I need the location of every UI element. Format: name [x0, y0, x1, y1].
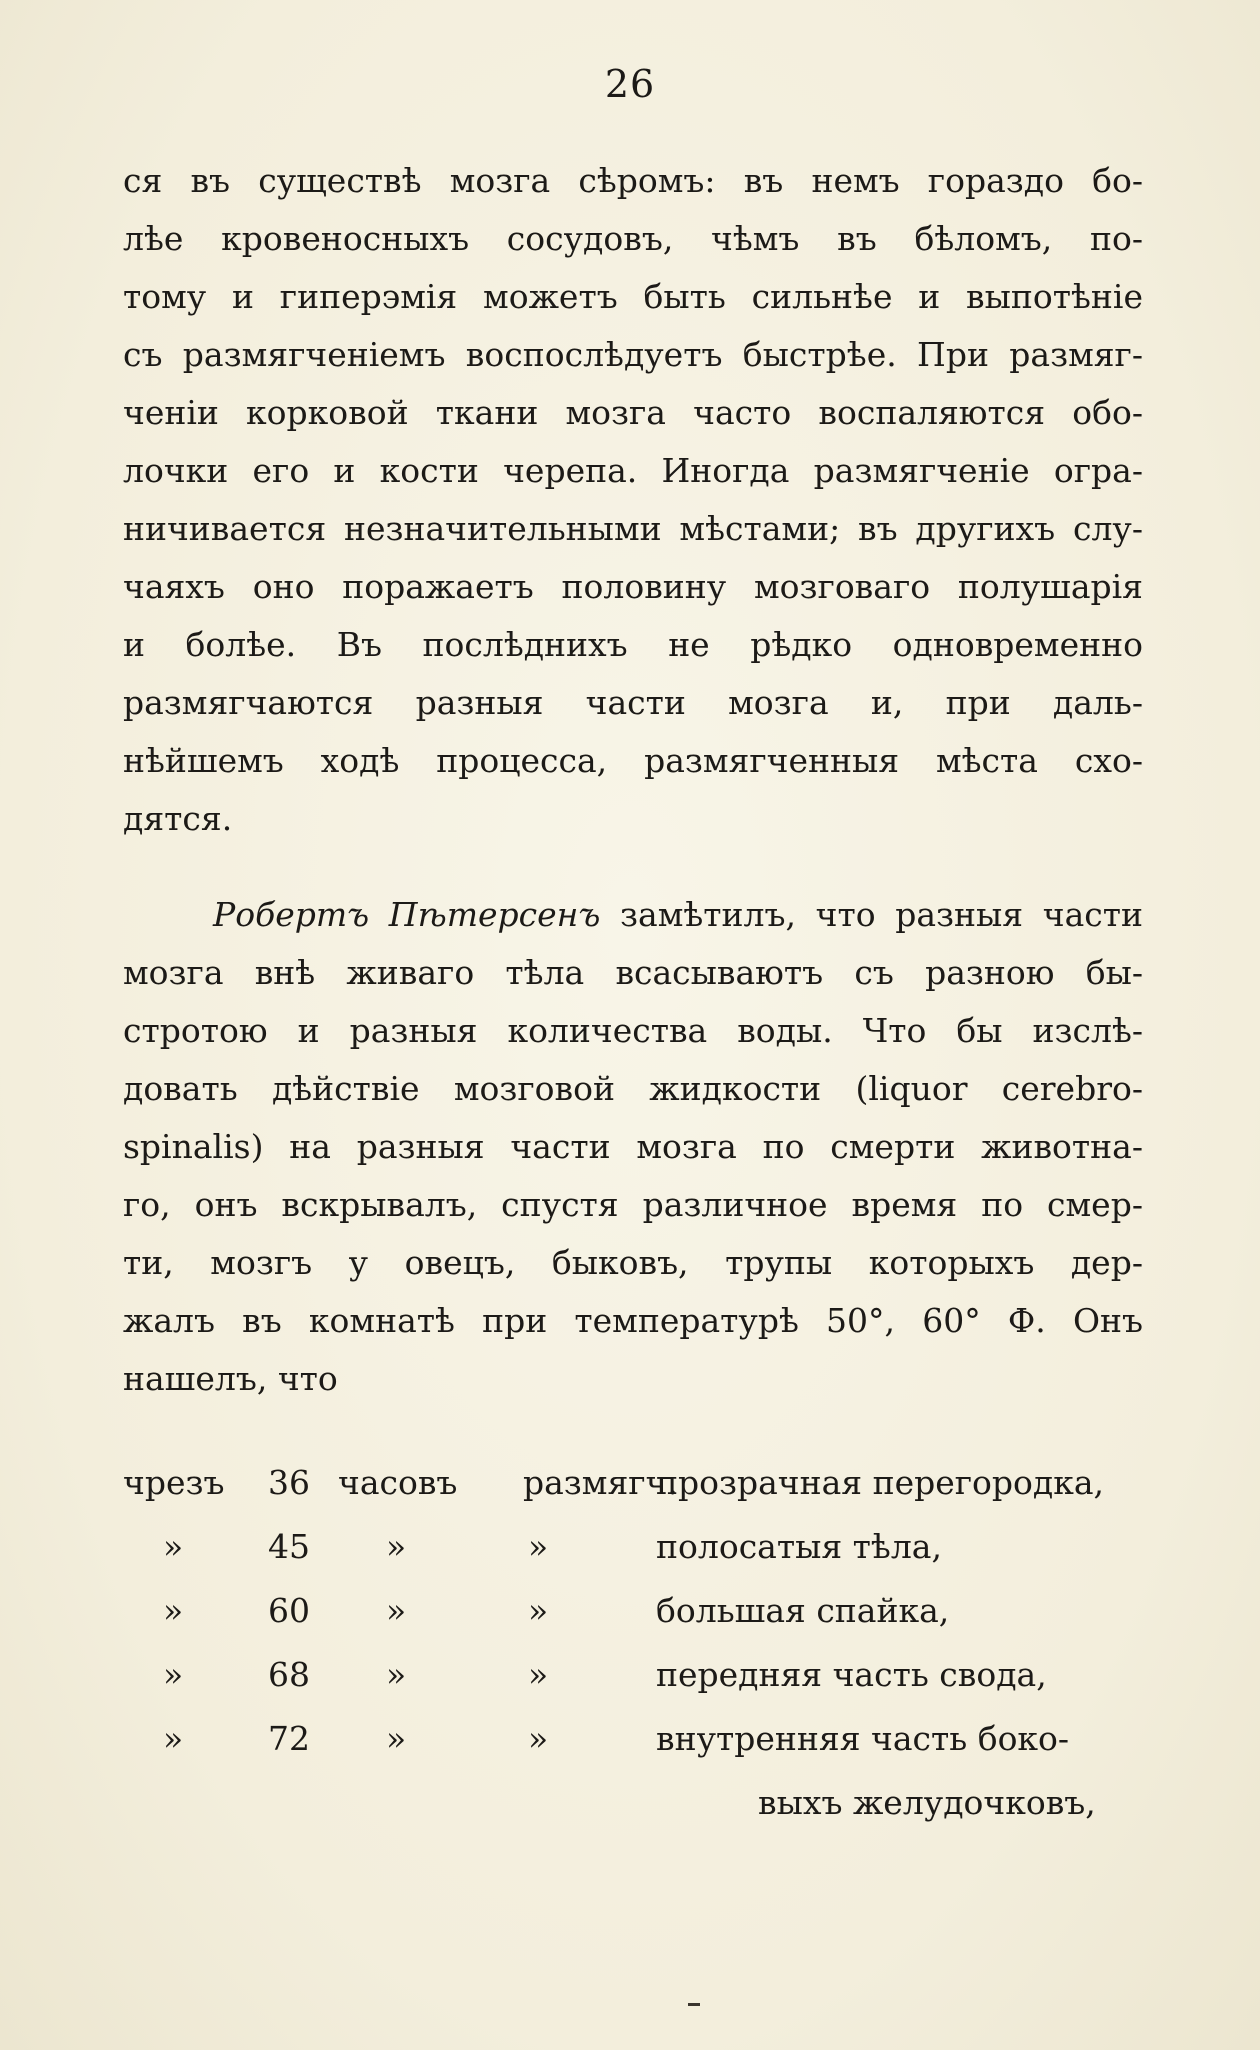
- table-cell-hours: 72: [268, 1719, 310, 1758]
- text-line: лѣе кровеносныхъ сосудовъ, чѣмъ въ бѣломъ, по-: [123, 219, 1143, 258]
- table-cell-verb: размягч.: [523, 1463, 678, 1502]
- table-cell-verb: »: [528, 1719, 549, 1758]
- table-cell-unit: »: [386, 1527, 407, 1566]
- table-cell-part: полосатыя тѣла,: [656, 1527, 942, 1566]
- text-line: и болѣе. Въ послѣднихъ не рѣдко одновременно: [123, 625, 1143, 664]
- table-row: [123, 1463, 1143, 1527]
- table-cell-unit: »: [386, 1655, 407, 1694]
- text-line: ченіи корковой ткани мозга часто воспаляются обо-: [123, 393, 1143, 432]
- table-row: [123, 1527, 1143, 1591]
- text-line: съ размягченіемъ воспослѣдуетъ быстрѣе. При размяг-: [123, 335, 1143, 374]
- page-number: 26: [604, 62, 656, 106]
- table-row: [123, 1591, 1143, 1655]
- text-fragment: замѣтилъ, что разныя части: [620, 895, 1143, 934]
- table-cell-hours: 36: [268, 1463, 310, 1502]
- table-cell-part: внутренняя часть боко-: [656, 1719, 1070, 1758]
- text-line: ся въ существѣ мозга сѣромъ: въ немъ гораздо бо-: [123, 161, 1143, 200]
- author-name: Робертъ Пѣтерсенъ: [213, 895, 601, 934]
- text-line: стротою и разныя количества воды. Что бы изслѣ-: [123, 1011, 1143, 1050]
- text-line: лочки его и кости черепа. Иногда размягченіе огра-: [123, 451, 1143, 490]
- table-cell-unit: »: [386, 1719, 407, 1758]
- table-cell-unit: »: [386, 1591, 407, 1630]
- text-line: довать дѣйствіе мозговой жидкости (liquor cerebro-: [123, 1069, 1143, 1108]
- table-cell-verb: »: [528, 1527, 549, 1566]
- softening-table: [123, 1463, 1143, 1847]
- table-row: [123, 1655, 1143, 1719]
- text-line: мозга внѣ живаго тѣла всасываютъ съ разною бы-: [123, 953, 1143, 992]
- table-cell-hours: 60: [268, 1591, 310, 1630]
- table-cell-prep: »: [163, 1591, 184, 1630]
- text-line: ти, мозгъ у овецъ, быковъ, трупы которыхъ дер-: [123, 1243, 1143, 1282]
- text-line: spinalis) на разныя части мозга по смерти животна-: [123, 1127, 1143, 1166]
- text-line: нѣйшемъ ходѣ процесса, размягченныя мѣста схо-: [123, 741, 1143, 780]
- table-row: [123, 1719, 1143, 1783]
- text-line: го, онъ вскрывалъ, спустя различное время по смер-: [123, 1185, 1143, 1224]
- text-line: жалъ въ комнатѣ при температурѣ 50°, 60° Ф. Онъ: [123, 1301, 1143, 1340]
- text-line-first: [123, 886, 1143, 944]
- table-cell-prep: »: [163, 1719, 184, 1758]
- text-line: дятся.: [123, 799, 233, 838]
- table-cell-part-continued: выхъ желудочковъ,: [758, 1783, 1096, 1822]
- table-cell-part: прозрачная перегородка,: [656, 1463, 1105, 1502]
- text-line: ничивается незначительными мѣстами; въ другихъ слу-: [123, 509, 1143, 548]
- paragraph-2: [123, 886, 1143, 1408]
- table-cell-part: передняя часть свода,: [656, 1655, 1047, 1694]
- table-cell-verb: »: [528, 1591, 549, 1630]
- table-cell-prep: чрезъ: [123, 1463, 225, 1502]
- text-line: размягчаются разныя части мозга и, при даль-: [123, 683, 1143, 722]
- text-line: чаяхъ оно поражаетъ половину мозговаго полушарія: [123, 567, 1143, 606]
- table-cell-unit: часовъ: [338, 1463, 458, 1502]
- table-row-continuation: [123, 1783, 1143, 1847]
- text-line: тому и гиперэмія можетъ быть сильнѣе и выпотѣніе: [123, 277, 1143, 316]
- table-cell-prep: »: [163, 1527, 184, 1566]
- table-cell-hours: 45: [268, 1527, 310, 1566]
- table-cell-verb: »: [528, 1655, 549, 1694]
- table-cell-part: большая спайка,: [656, 1591, 950, 1630]
- table-cell-hours: 68: [268, 1655, 310, 1694]
- text-line: нашелъ, что: [123, 1359, 338, 1398]
- paragraph-1: [123, 152, 1143, 848]
- footer-mark: [688, 2003, 700, 2006]
- table-cell-prep: »: [163, 1655, 184, 1694]
